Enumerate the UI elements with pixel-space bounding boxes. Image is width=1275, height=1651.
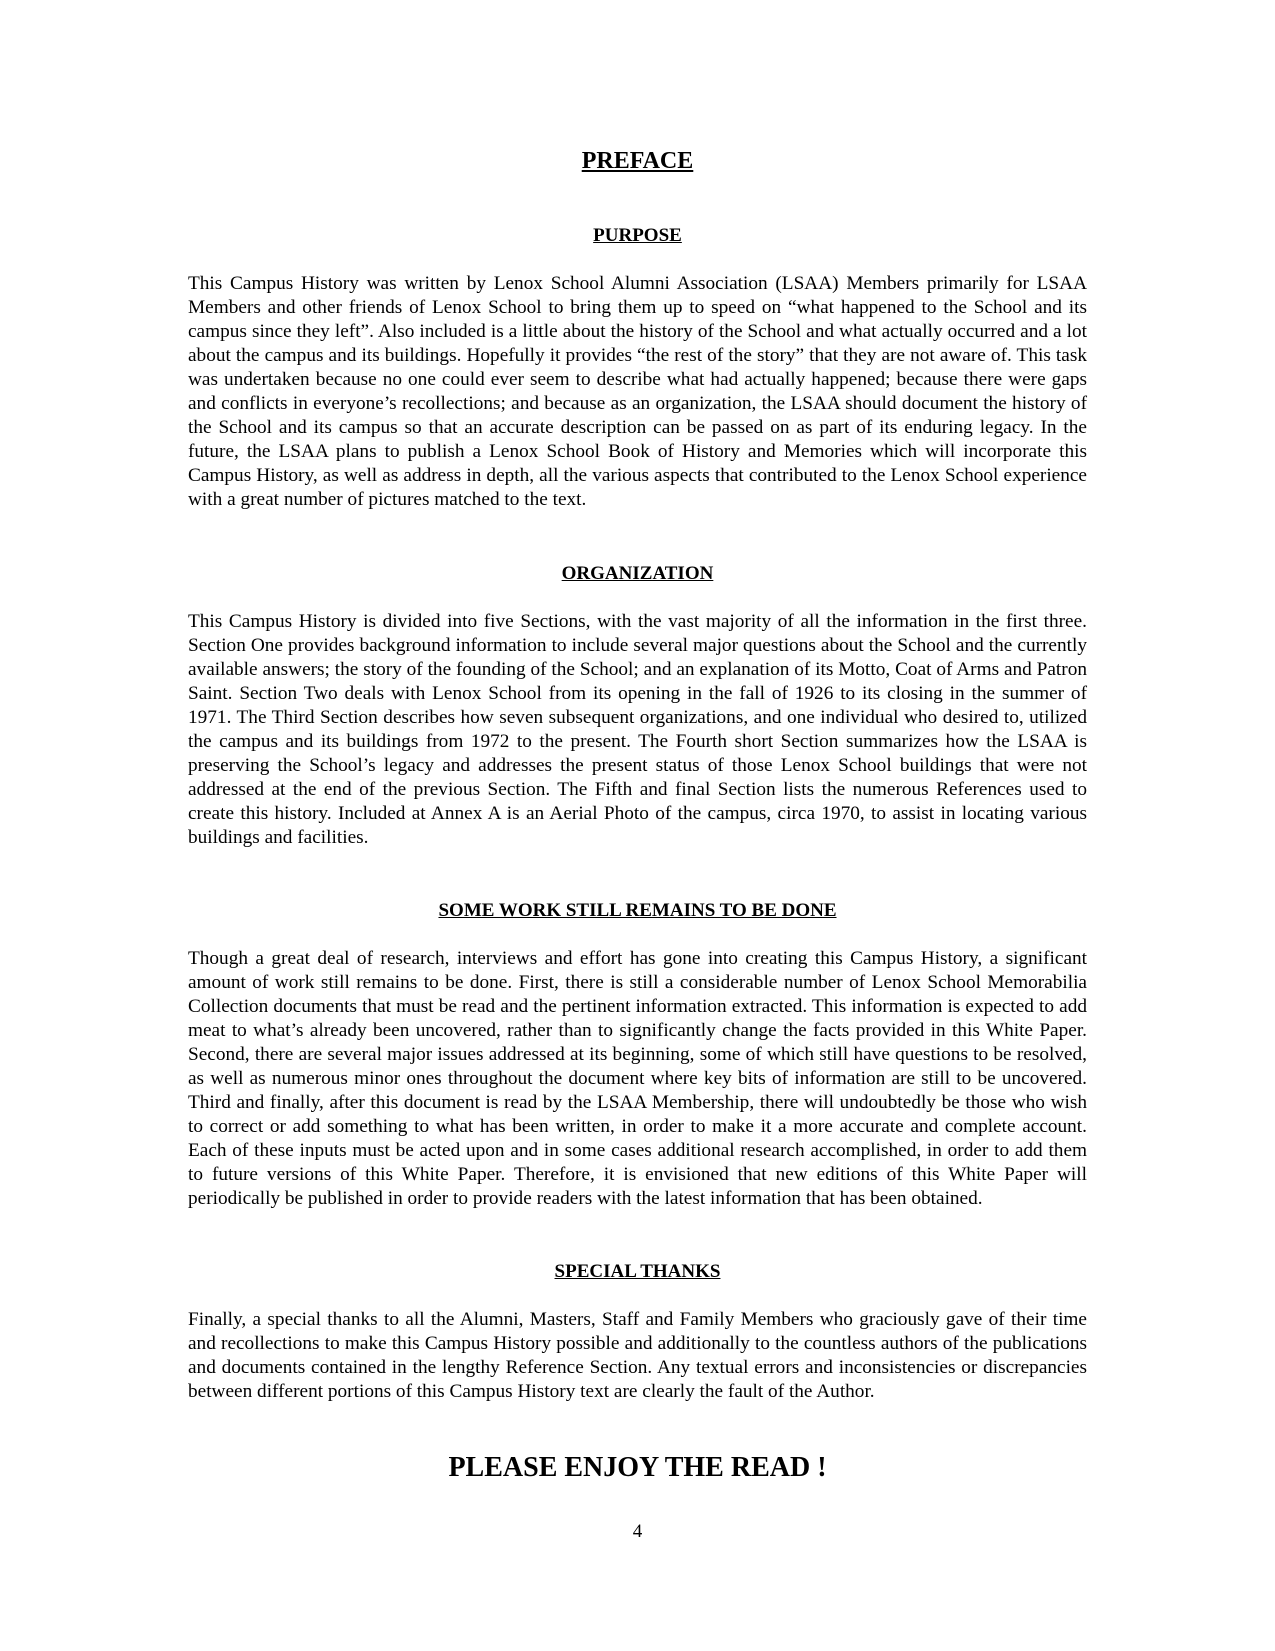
section-heading-remaining-work: SOME WORK STILL REMAINS TO BE DONE — [438, 900, 837, 921]
section-body-organization: This Campus History is divided into five Sections, with the vast majority of all the information in the first three. Section One provides background information to include several major questions about the School and the currently available answers; the story of the founding of the School; and an explanation of its Motto, Coat of Arms and Patron Saint. Section Two deals with Lenox School from its opening in the fall of 1926 to its closing in the summer of 1971. The Third Section describes how seven subsequent organizations, and one individual who desired to, utilized the campus and its buildings from 1972 to the present. The Fourth short Section summarizes how the LSAA is preserving the School’s legacy and addresses the present status of those Lenox School buildings that were not addressed at the end of the previous Section. The Fifth and final Section lists the numerous References used to create this history. Included at Annex A is an Aerial Photo of the campus, circa 1970, to assist in locating various buildings and facilities. — [188, 611, 1087, 848]
section-body-purpose: This Campus History was written by Lenox School Alumni Association (LSAA) Members primarily for LSAA Members and other friends of Lenox School to bring them up to speed on “what happened to the School and its campus since they left”. Also included is a little about the history of the School and what actually occurred and a lot about the campus and its buildings. Hopefully it provides “the rest of the story” that they are not aware of. This task was undertaken because no one could ever seem to describe what had actually happened; because there were gaps and conflicts in everyone’s recollections; and because as an organization, the LSAA should document the history of the School and its campus so that an accurate description can be passed on as part of its enduring legacy. In the future, the LSAA plans to publish a Lenox School Book of History and Memories which will incorporate this Campus History, as well as address in depth, all the various aspects that contributed to the Lenox School experience with a great number of pictures matched to the text. — [188, 273, 1087, 510]
page-title: PREFACE — [581, 148, 694, 174]
closing-line: PLEASE ENJOY THE READ ! — [448, 1452, 827, 1483]
section-heading-special-thanks: SPECIAL THANKS — [554, 1261, 721, 1282]
section-body-special-thanks: Finally, a special thanks to all the Alumni, Masters, Staff and Family Members who graciously gave of their time and recollections to make this Campus History possible and additionally to the countless authors of the publications and documents contained in the lengthy Reference Section. Any textual errors and inconsistencies or discrepancies between different portions of this Campus History text are clearly the fault of the Author. — [188, 1309, 1087, 1402]
section-heading-purpose: PURPOSE — [593, 225, 682, 246]
page-number: 4 — [632, 1521, 643, 1542]
section-body-remaining-work: Though a great deal of research, interviews and effort has gone into creating this Campus History, a significant amount of work still remains to be done. First, there is still a considerable number of Lenox School Memorabilia Collection documents that must be read and the pertinent information extracted. This information is expected to add meat to what’s already been uncovered, rather than to significantly change the facts provided in this White Paper. Second, there are several major issues addressed at its beginning, some of which still have questions to be resolved, as well as numerous minor ones throughout the document where key bits of information are still to be uncovered. Third and finally, after this document is read by the LSAA Membership, there will undoubtedly be those who wish to correct or add something to what has been written, in order to make it a more accurate and complete account. Each of these inputs must be acted upon and in some cases additional research accomplished, in order to add them to future versions of this White Paper. Therefore, it is envisioned that new editions of this White Paper will periodically be published in order to provide readers with the latest information that has been obtained. — [188, 948, 1087, 1209]
section-heading-organization: ORGANIZATION — [561, 563, 714, 584]
